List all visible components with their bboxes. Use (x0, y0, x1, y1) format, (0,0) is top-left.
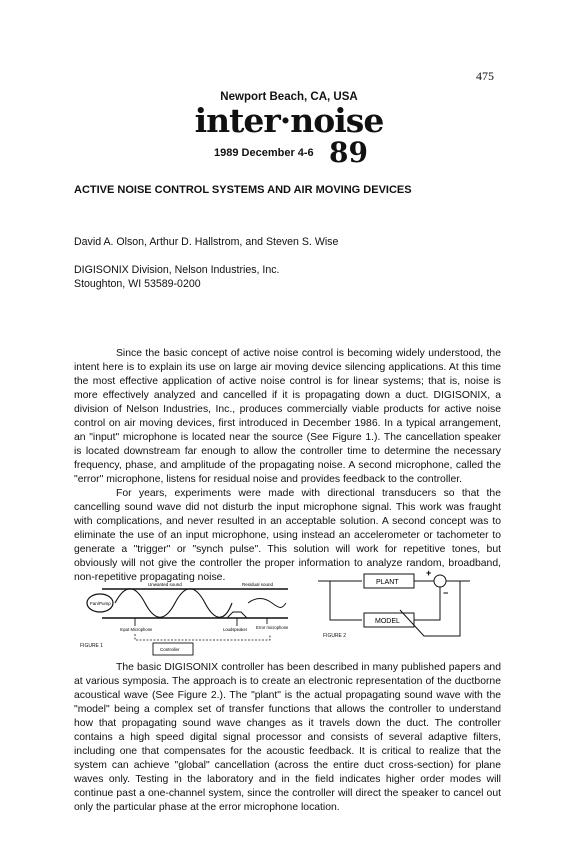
loudspeaker-label: Loudspeaker (223, 627, 248, 632)
paragraph-2: For years, experiments were made with directional transducers so that the cancelling sound wave did not disturb the input microphone signal. This work was fraught with complications, and never resulted in an acceptable solution. A second concept was to eliminate the use of an input microphone, using instead an accelerometer or tachometer to generate a "trigger" or "synch pulse". This solution will work for repetitive tones, but obviously will not give the controller the proper information to analyze random, broadband, non-repetitive propagating noise. (74, 488, 501, 583)
controller-wiring (135, 634, 270, 640)
paper-title: ACTIVE NOISE CONTROL SYSTEMS AND AIR MOVING DEVICES (74, 184, 412, 196)
minus-sign: − (443, 588, 449, 598)
affiliation-line-2: Stoughton, WI 53589-0200 (74, 278, 201, 290)
figure-2-caption: FIGURE 2 (323, 633, 347, 639)
fan-pump-label: Fan/Pump (90, 601, 111, 606)
loudspeaker-shape (227, 612, 247, 618)
paper-authors: David A. Olson, Arthur D. Hallstrom, and Steven S. Wise (74, 236, 339, 248)
figure-1-duct-diagram (80, 576, 305, 658)
plant-label: PLANT (376, 579, 399, 586)
conference-location: Newport Beach, CA, USA (220, 91, 358, 103)
microphone-leads (135, 618, 267, 626)
figure-1-caption: FIGURE 1 (80, 643, 104, 649)
page-number: 475 (476, 69, 494, 83)
residual-sound-label: Residual sound (242, 582, 274, 587)
unwanted-sound-label: Unwanted sound (148, 582, 182, 587)
input-microphone-label: Input Microphone (120, 627, 153, 632)
model-label: MODEL (375, 618, 400, 625)
summing-junction (434, 575, 446, 587)
body-text-bottom (74, 661, 501, 815)
conference-logo: inter·noise (194, 101, 384, 140)
model-output-line (414, 587, 440, 620)
duct-walls (102, 589, 288, 618)
controller-label: Controller (160, 647, 180, 652)
plus-sign: + (426, 568, 432, 578)
residual-wave (248, 599, 286, 608)
body-text-top (74, 347, 501, 585)
error-microphone-label: Error microphone (256, 625, 289, 630)
sound-wave (115, 589, 232, 618)
model-input-line (330, 581, 362, 620)
conference-dates: 1989 December 4-6 (214, 147, 314, 159)
conference-year-logo: 89 (329, 136, 368, 169)
paragraph-3: The basic DIGISONIX controller has been described in many published papers and at various symposia. The approach is to create an electronic representation of the ductborne acoustical wave (See Figure 2.). The "plant" is the actual propagating sound wave with the "model" being a complex set of transfer functions that allows the controller to understand how that propagating sound wave changes as it travels down the duct. The controller contains a high speed digital signal processor and consists of several adaptive filters, including one that compensates for the acoustic feedback. It is critical to realize that the system can achieve "global" cancellation (across the entire duct cross-section) for plane waves only. Testing in the laboratory and in the field indicates higher order modes will continue past a one-channel system, since the controller will direct the speaker to cancel out only the particular phase at the error microphone location. (74, 662, 501, 813)
author-affiliation (74, 263, 279, 291)
paragraph-1: Since the basic concept of active noise control is becoming widely understood, the intent here is to explain its use on large air moving device silencing applications. At this time the most effective application of active noise control is for linear systems; that is, noise is more effectively analyzed and cancelled if it is propagating down a duct. DIGISONIX, a division of Nelson Industries, Inc., produces commercially viable products for active noise control on air moving devices, first introduced in December 1986. In a typical arrangement, an "input" microphone is located near the source (See Figure 1.). The cancellation speaker is located downstream far enough to allow the controller time to determine the necessary frequency, phase, and amplitude of the propagating noise. A second microphone, called the "error" microphone, listens for residual noise and provides feedback to the controller. (74, 348, 501, 485)
feedback-line (400, 581, 460, 636)
affiliation-line-1: DIGISONIX Division, Nelson Industries, Inc. (74, 264, 280, 276)
